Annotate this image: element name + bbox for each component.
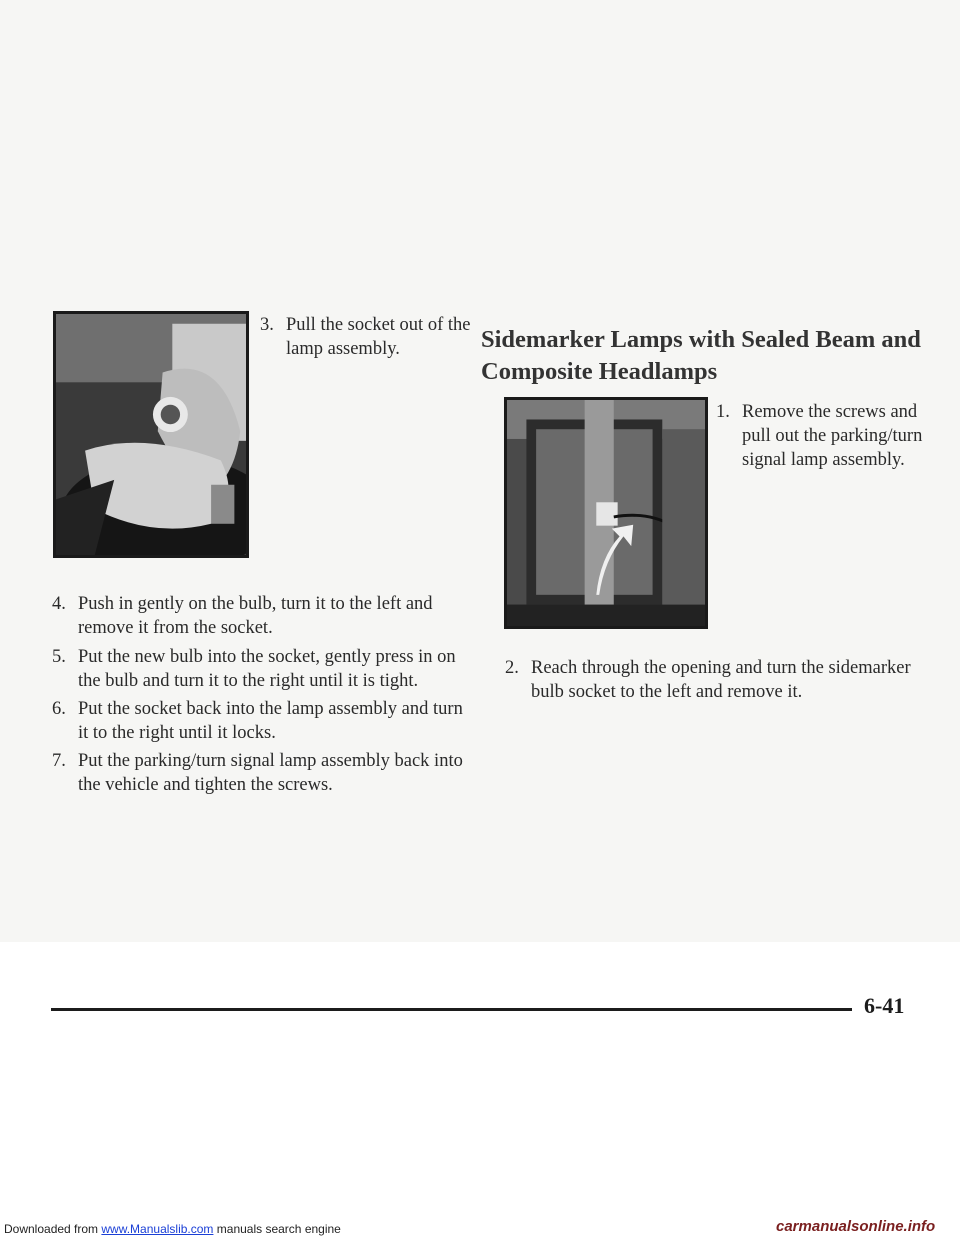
- download-footer: [4, 1222, 341, 1236]
- step-6: [52, 697, 472, 745]
- footer-prefix: Downloaded from: [4, 1222, 102, 1236]
- step-text: Remove the screws and pull out the parking/turn signal lamp assembly.: [742, 402, 923, 470]
- page-number: 6-41: [864, 993, 905, 1018]
- step-text: Put the new bulb into the socket, gently press in on the bulb and turn it to the right until it is tight.: [78, 647, 456, 691]
- step-number: 6.: [52, 699, 66, 719]
- step-number: 7.: [52, 751, 66, 771]
- footer-suffix: manuals search engine: [213, 1222, 341, 1236]
- step-text: Put the socket back into the lamp assembly and turn it to the right until it locks.: [78, 699, 463, 743]
- page-rule: [51, 1008, 852, 1011]
- lamp-assembly-photo: [504, 397, 708, 629]
- step-3: [260, 313, 475, 361]
- step-number: 5.: [52, 647, 66, 667]
- step-text: Reach through the opening and turn the sidemarker bulb socket to the left and remove it.: [531, 658, 911, 702]
- manualslib-link[interactable]: www.Manualslib.com: [101, 1222, 214, 1236]
- step-number: 3.: [260, 315, 274, 335]
- watermark: carmanualsonline.info: [776, 1218, 936, 1235]
- step-number: 2.: [505, 658, 519, 678]
- step-4: [52, 592, 472, 640]
- step-number: 1.: [716, 402, 730, 422]
- step-text: Pull the socket out of the lamp assembly.: [286, 315, 471, 359]
- section-step-2: [505, 656, 925, 704]
- section-heading: Sidemarker Lamps with Sealed Beam and Composite Headlamps: [481, 326, 921, 385]
- step-text: Push in gently on the bulb, turn it to the left and remove it from the socket.: [78, 594, 433, 638]
- step-5: [52, 645, 472, 693]
- step-7: [52, 749, 472, 797]
- socket-removal-photo: [53, 311, 249, 558]
- section-step-1: [716, 400, 931, 472]
- step-text: Put the parking/turn signal lamp assembly back into the vehicle and tighten the screws.: [78, 751, 463, 795]
- step-number: 4.: [52, 594, 66, 614]
